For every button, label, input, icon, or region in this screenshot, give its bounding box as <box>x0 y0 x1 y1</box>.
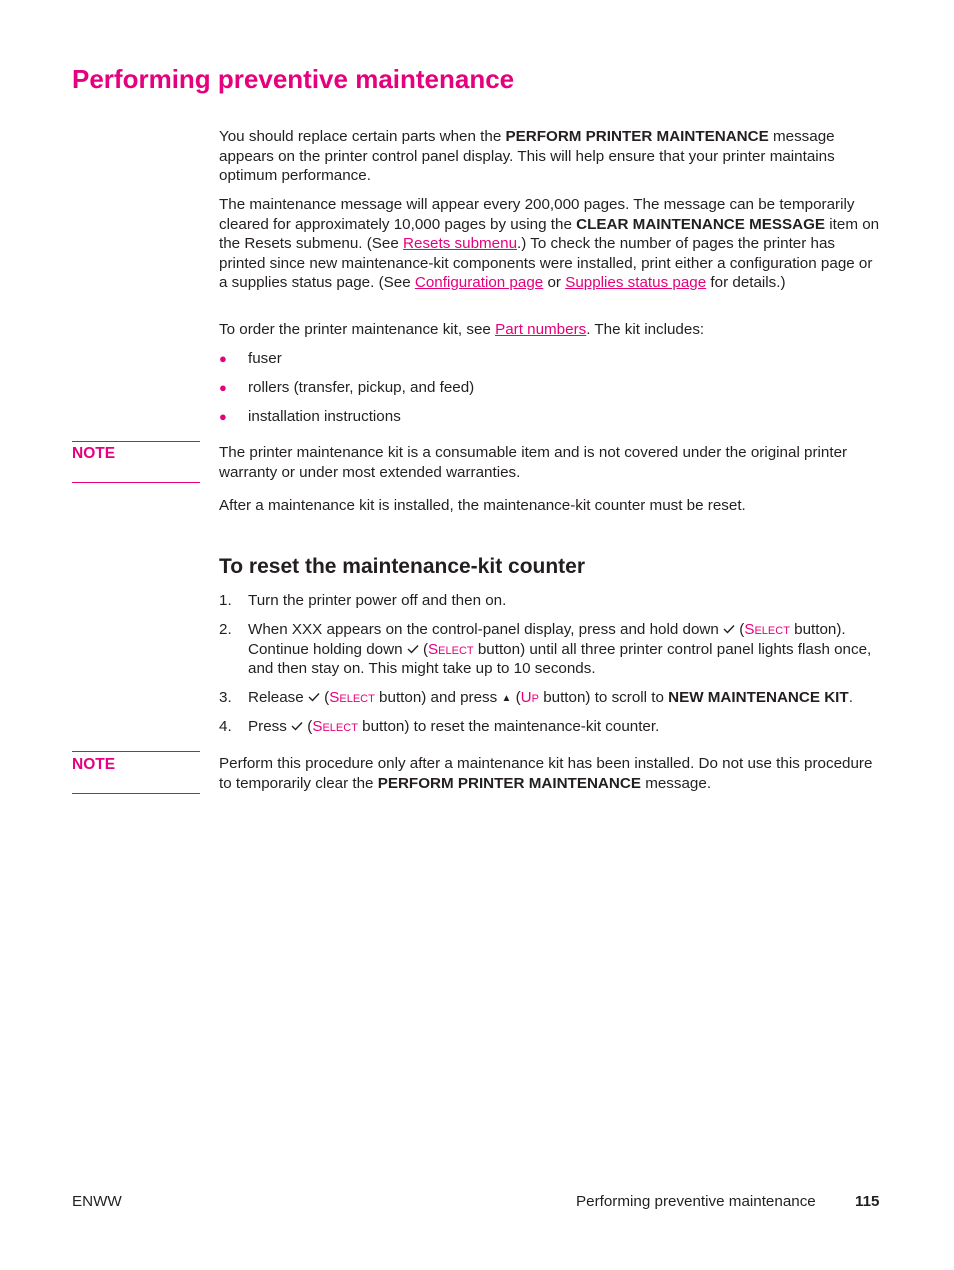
step-2: 2. When XXX appears on the control-panel display, press and hold down (Select button). Continue holding down (Select button) until all three printer control panel lights flash once, and then stay on. This might take up to 10 seconds. <box>219 621 872 677</box>
note-bottom-rule <box>72 793 200 794</box>
bullet-icon: ● <box>219 380 227 395</box>
page-title: Performing preventive maintenance <box>72 64 515 94</box>
note-bottom-rule <box>72 482 200 483</box>
footer-section-title: Performing preventive maintenance <box>576 1193 816 1210</box>
select-button-label: Select <box>428 640 474 658</box>
checkmark-icon <box>308 692 320 702</box>
intro-paragraph-3: To order the printer maintenance kit, see Part numbers. The kit includes: <box>219 321 705 338</box>
supplies-status-page-link[interactable]: Supplies status page <box>565 274 707 291</box>
checkmark-icon <box>723 624 735 634</box>
select-button-label: Select <box>744 621 790 638</box>
intro-paragraph-1: You should replace certain parts when the PERFORM PRINTER MAINTENANCE message appears on the printer control panel display. This will help ensure that your printer maintains optimum performance. <box>219 128 835 184</box>
note-text: The printer maintenance kit is a consumable item and is not covered under the original printer warranty or under most extended warranties. <box>219 444 848 481</box>
resets-submenu-link[interactable]: Resets submenu <box>403 235 518 252</box>
after-note-paragraph: After a maintenance kit is installed, the maintenance-kit counter must be reset. <box>219 497 746 514</box>
page-number: 115 <box>855 1193 880 1210</box>
note-top-rule <box>72 751 200 752</box>
select-button-label: Select <box>312 718 358 735</box>
part-numbers-link[interactable]: Part numbers <box>495 321 587 338</box>
intro-paragraph-2: The maintenance message will appear every 200,000 pages. The message can be temporarily cleared for approximately 10,000 pages by using the CLEAR MAINTENANCE MESSAGE item on the Resets submenu. (See Resets submenu.) To check the number of pages the printer has printed since new maintenance-kit components were installed, print either a configuration page or a supplies status page. (See Configuration page or Supplies status page for details.) <box>219 196 880 291</box>
footer-left: ENWW <box>72 1193 122 1210</box>
note-text: Perform this procedure only after a maintenance kit has been installed. Do not use this procedure to temporarily clear the PERFORM PRINTER MAINTENANCE message. <box>219 755 873 792</box>
select-button-label: Select <box>329 689 375 706</box>
checkmark-icon <box>291 721 303 731</box>
up-arrow-icon: ▲ <box>501 693 512 704</box>
bullet-icon: ● <box>219 409 227 424</box>
note-label: NOTE <box>72 756 116 773</box>
note-top-rule <box>72 441 200 442</box>
configuration-page-link[interactable]: Configuration page <box>414 274 544 291</box>
checkmark-icon <box>407 644 419 654</box>
bullet-icon: ● <box>219 351 227 366</box>
note-label: NOTE <box>72 445 116 462</box>
section-heading: To reset the maintenance-kit counter <box>219 555 586 578</box>
up-button-label: Up <box>520 689 539 706</box>
